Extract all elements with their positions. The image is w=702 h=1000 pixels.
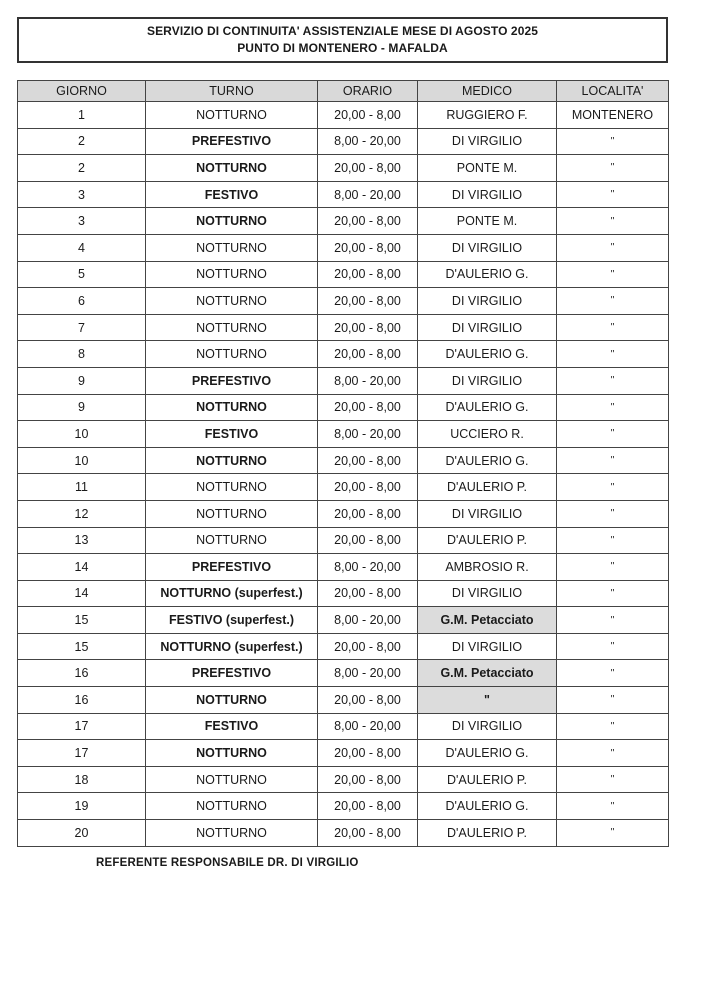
table-row: [18, 713, 669, 740]
column-header-localita: LOCALITA': [557, 81, 669, 102]
cell-giorno: 19: [18, 793, 146, 820]
cell-giorno: 12: [18, 500, 146, 527]
cell-medico: DI VIRGILIO: [418, 234, 557, 261]
cell-medico: UCCIERO R.: [418, 421, 557, 448]
cell-giorno: 15: [18, 633, 146, 660]
cell-turno: PREFESTIVO: [146, 554, 318, 581]
cell-localita: ": [557, 793, 669, 820]
cell-turno: NOTTURNO: [146, 820, 318, 847]
cell-medico: D'AULERIO P.: [418, 474, 557, 501]
table-row: [18, 607, 669, 634]
table-row: [18, 474, 669, 501]
table-row: [18, 740, 669, 767]
cell-giorno: 13: [18, 527, 146, 554]
cell-localita: ": [557, 500, 669, 527]
cell-medico: RUGGIERO F.: [418, 102, 557, 129]
cell-orario: 8,00 - 20,00: [318, 128, 418, 155]
cell-turno: PREFESTIVO: [146, 660, 318, 687]
cell-localita: ": [557, 341, 669, 368]
cell-giorno: 9: [18, 394, 146, 421]
cell-orario: 20,00 - 8,00: [318, 793, 418, 820]
cell-orario: 20,00 - 8,00: [318, 687, 418, 714]
table-row: [18, 554, 669, 581]
table-row: [18, 288, 669, 315]
cell-orario: 20,00 - 8,00: [318, 740, 418, 767]
cell-medico: DI VIRGILIO: [418, 580, 557, 607]
column-header-giorno: GIORNO: [18, 81, 146, 102]
cell-giorno: 20: [18, 820, 146, 847]
cell-orario: 8,00 - 20,00: [318, 421, 418, 448]
cell-localita: ": [557, 820, 669, 847]
cell-localita: ": [557, 208, 669, 235]
cell-giorno: 6: [18, 288, 146, 315]
cell-turno: PREFESTIVO: [146, 367, 318, 394]
cell-localita: ": [557, 447, 669, 474]
column-header-turno: TURNO: [146, 81, 318, 102]
cell-medico: D'AULERIO G.: [418, 793, 557, 820]
cell-localita: ": [557, 660, 669, 687]
cell-orario: 8,00 - 20,00: [318, 554, 418, 581]
cell-medico: ": [418, 687, 557, 714]
cell-orario: 20,00 - 8,00: [318, 155, 418, 182]
cell-giorno: 4: [18, 234, 146, 261]
cell-medico: D'AULERIO P.: [418, 766, 557, 793]
cell-turno: NOTTURNO: [146, 793, 318, 820]
column-header-orario: ORARIO: [318, 81, 418, 102]
cell-localita: ": [557, 607, 669, 634]
cell-localita: ": [557, 633, 669, 660]
cell-turno: NOTTURNO: [146, 766, 318, 793]
cell-turno: NOTTURNO: [146, 341, 318, 368]
cell-giorno: 10: [18, 447, 146, 474]
table-row: [18, 234, 669, 261]
cell-turno: NOTTURNO: [146, 234, 318, 261]
cell-orario: 20,00 - 8,00: [318, 288, 418, 315]
cell-medico: AMBROSIO R.: [418, 554, 557, 581]
cell-orario: 8,00 - 20,00: [318, 181, 418, 208]
cell-localita: ": [557, 580, 669, 607]
cell-turno: NOTTURNO: [146, 527, 318, 554]
table-row: [18, 793, 669, 820]
cell-medico: D'AULERIO P.: [418, 820, 557, 847]
cell-turno: NOTTURNO: [146, 474, 318, 501]
table-row: [18, 447, 669, 474]
cell-localita: ": [557, 766, 669, 793]
table-row: [18, 580, 669, 607]
cell-turno: PREFESTIVO: [146, 128, 318, 155]
cell-localita: ": [557, 181, 669, 208]
cell-medico: DI VIRGILIO: [418, 288, 557, 315]
table-row: [18, 128, 669, 155]
cell-giorno: 11: [18, 474, 146, 501]
cell-medico: D'AULERIO G.: [418, 261, 557, 288]
cell-giorno: 1: [18, 102, 146, 129]
cell-turno: NOTTURNO: [146, 155, 318, 182]
table-row: [18, 820, 669, 847]
cell-localita: ": [557, 367, 669, 394]
table-row: [18, 687, 669, 714]
cell-localita: ": [557, 261, 669, 288]
table-row: [18, 314, 669, 341]
cell-localita: ": [557, 421, 669, 448]
cell-giorno: 16: [18, 687, 146, 714]
cell-medico: D'AULERIO G.: [418, 341, 557, 368]
cell-giorno: 17: [18, 740, 146, 767]
cell-turno: FESTIVO: [146, 181, 318, 208]
schedule-table: [17, 80, 669, 847]
cell-giorno: 2: [18, 155, 146, 182]
cell-orario: 20,00 - 8,00: [318, 341, 418, 368]
cell-giorno: 5: [18, 261, 146, 288]
cell-orario: 8,00 - 20,00: [318, 367, 418, 394]
cell-localita: ": [557, 527, 669, 554]
cell-turno: NOTTURNO (superfest.): [146, 580, 318, 607]
cell-orario: 20,00 - 8,00: [318, 394, 418, 421]
cell-localita: ": [557, 713, 669, 740]
cell-medico: DI VIRGILIO: [418, 128, 557, 155]
cell-localita: ": [557, 155, 669, 182]
cell-turno: FESTIVO (superfest.): [146, 607, 318, 634]
cell-medico: DI VIRGILIO: [418, 181, 557, 208]
cell-giorno: 18: [18, 766, 146, 793]
cell-localita: ": [557, 394, 669, 421]
cell-turno: NOTTURNO: [146, 102, 318, 129]
cell-turno: NOTTURNO (superfest.): [146, 633, 318, 660]
cell-localita: MONTENERO: [557, 102, 669, 129]
cell-localita: ": [557, 288, 669, 315]
cell-orario: 8,00 - 20,00: [318, 713, 418, 740]
cell-giorno: 9: [18, 367, 146, 394]
cell-localita: ": [557, 740, 669, 767]
cell-orario: 20,00 - 8,00: [318, 633, 418, 660]
cell-localita: ": [557, 554, 669, 581]
cell-medico: PONTE M.: [418, 155, 557, 182]
table-row: [18, 341, 669, 368]
cell-turno: NOTTURNO: [146, 314, 318, 341]
cell-turno: NOTTURNO: [146, 261, 318, 288]
cell-turno: NOTTURNO: [146, 288, 318, 315]
cell-orario: 20,00 - 8,00: [318, 208, 418, 235]
cell-giorno: 3: [18, 208, 146, 235]
cell-localita: ": [557, 474, 669, 501]
cell-medico: D'AULERIO G.: [418, 394, 557, 421]
table-row: [18, 500, 669, 527]
cell-localita: ": [557, 314, 669, 341]
cell-orario: 20,00 - 8,00: [318, 261, 418, 288]
table-header-row: [18, 81, 669, 102]
cell-medico: DI VIRGILIO: [418, 500, 557, 527]
table-row: [18, 527, 669, 554]
cell-medico: G.M. Petacciato: [418, 607, 557, 634]
cell-orario: 20,00 - 8,00: [318, 527, 418, 554]
cell-turno: NOTTURNO: [146, 740, 318, 767]
cell-medico: DI VIRGILIO: [418, 314, 557, 341]
table-row: [18, 660, 669, 687]
cell-orario: 20,00 - 8,00: [318, 500, 418, 527]
cell-localita: ": [557, 128, 669, 155]
table-row: [18, 394, 669, 421]
cell-medico: D'AULERIO G.: [418, 740, 557, 767]
cell-giorno: 14: [18, 554, 146, 581]
table-row: [18, 155, 669, 182]
cell-medico: DI VIRGILIO: [418, 367, 557, 394]
cell-turno: FESTIVO: [146, 421, 318, 448]
cell-orario: 20,00 - 8,00: [318, 314, 418, 341]
cell-orario: 20,00 - 8,00: [318, 474, 418, 501]
table-row: [18, 181, 669, 208]
cell-turno: NOTTURNO: [146, 500, 318, 527]
table-row: [18, 261, 669, 288]
cell-turno: NOTTURNO: [146, 208, 318, 235]
cell-medico: D'AULERIO P.: [418, 527, 557, 554]
cell-orario: 20,00 - 8,00: [318, 580, 418, 607]
schedule-body: [18, 102, 669, 847]
cell-medico: G.M. Petacciato: [418, 660, 557, 687]
cell-medico: DI VIRGILIO: [418, 713, 557, 740]
cell-turno: FESTIVO: [146, 713, 318, 740]
cell-giorno: 17: [18, 713, 146, 740]
cell-turno: NOTTURNO: [146, 394, 318, 421]
cell-orario: 20,00 - 8,00: [318, 766, 418, 793]
table-row: [18, 102, 669, 129]
cell-orario: 20,00 - 8,00: [318, 820, 418, 847]
cell-medico: PONTE M.: [418, 208, 557, 235]
cell-localita: ": [557, 687, 669, 714]
table-row: [18, 208, 669, 235]
document-subtitle: PUNTO DI MONTENERO - MAFALDA: [237, 41, 448, 55]
column-header-medico: MEDICO: [418, 81, 557, 102]
cell-orario: 20,00 - 8,00: [318, 447, 418, 474]
cell-localita: ": [557, 234, 669, 261]
cell-giorno: 7: [18, 314, 146, 341]
cell-giorno: 3: [18, 181, 146, 208]
cell-orario: 20,00 - 8,00: [318, 234, 418, 261]
cell-giorno: 14: [18, 580, 146, 607]
cell-medico: DI VIRGILIO: [418, 633, 557, 660]
cell-orario: 8,00 - 20,00: [318, 660, 418, 687]
cell-giorno: 16: [18, 660, 146, 687]
document-title: SERVIZIO DI CONTINUITA' ASSISTENZIALE MESE DI AGOSTO 2025: [146, 24, 539, 38]
cell-turno: NOTTURNO: [146, 687, 318, 714]
table-row: [18, 421, 669, 448]
cell-orario: 8,00 - 20,00: [318, 607, 418, 634]
table-row: [18, 766, 669, 793]
cell-medico: D'AULERIO G.: [418, 447, 557, 474]
document-title-box: [17, 17, 668, 63]
referente-note: REFERENTE RESPONSABILE DR. DI VIRGILIO: [96, 857, 359, 869]
table-row: [18, 367, 669, 394]
cell-orario: 20,00 - 8,00: [318, 102, 418, 129]
cell-turno: NOTTURNO: [146, 447, 318, 474]
cell-giorno: 8: [18, 341, 146, 368]
cell-giorno: 10: [18, 421, 146, 448]
cell-giorno: 15: [18, 607, 146, 634]
cell-giorno: 2: [18, 128, 146, 155]
table-row: [18, 633, 669, 660]
